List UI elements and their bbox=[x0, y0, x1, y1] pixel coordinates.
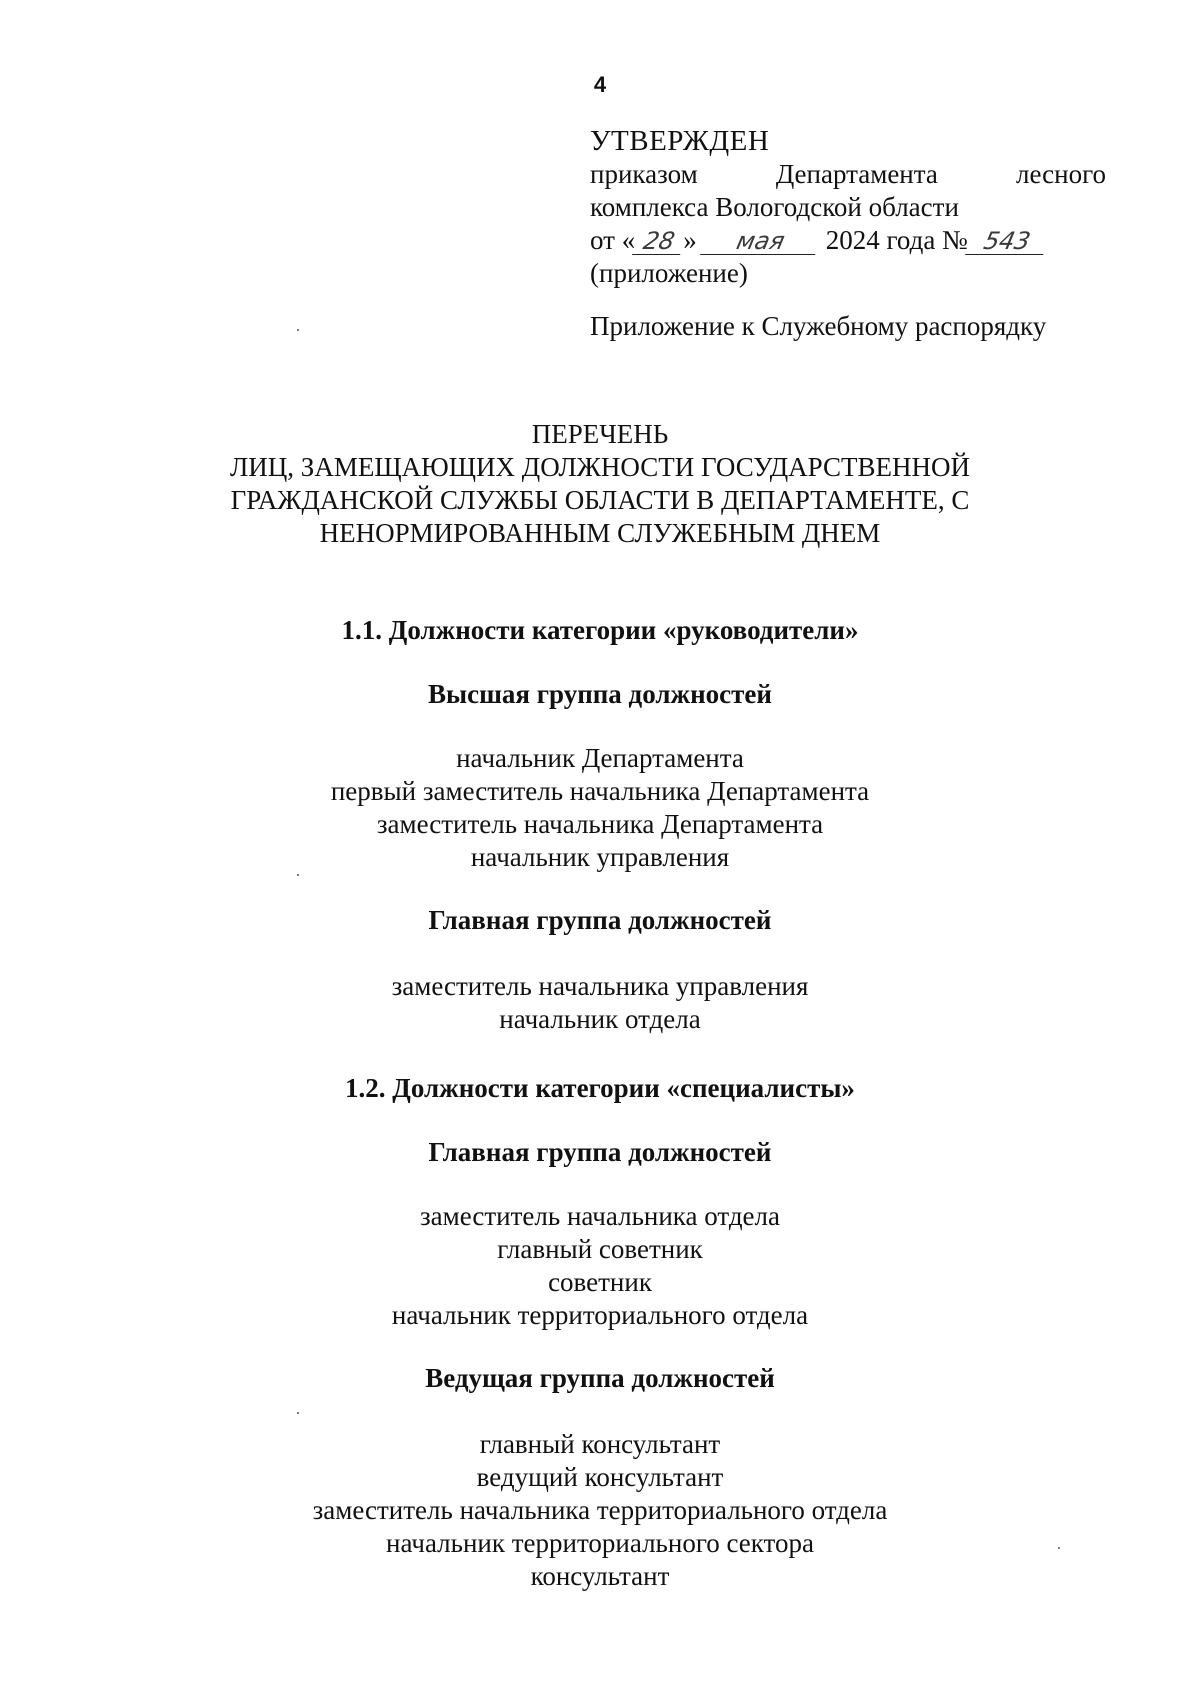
list-item: главный консультант bbox=[479, 1429, 721, 1459]
approval-word-3: лесного bbox=[1016, 159, 1106, 189]
list-item: начальник территориального сектора bbox=[386, 1528, 814, 1558]
heading-line-4: НЕНОРМИРОВАННЫМ СЛУЖЕБНЫМ ДНЕМ bbox=[319, 518, 881, 548]
group-title: Главная группа должностей bbox=[428, 1137, 772, 1167]
handwritten-month: мая bbox=[700, 228, 821, 255]
group-main-leaders bbox=[0, 904, 1200, 937]
group-leading-specialists bbox=[0, 1362, 1200, 1395]
date-year: 2024 года № bbox=[825, 225, 968, 255]
list-item: заместитель начальника отдела bbox=[420, 1201, 780, 1231]
section-title-1-1 bbox=[0, 614, 1200, 647]
group-leading-specialists-list bbox=[0, 1428, 1200, 1593]
group-main-specialists-list bbox=[0, 1200, 1200, 1332]
list-item: главный советник bbox=[497, 1234, 703, 1264]
handwritten-order-number: 543 bbox=[965, 228, 1049, 255]
appendix-note: Приложение к Служебному распорядку bbox=[590, 311, 1047, 341]
handwritten-day: 28 bbox=[632, 228, 686, 255]
scan-speck bbox=[1058, 1547, 1060, 1549]
group-main-leaders-list bbox=[0, 970, 1200, 1036]
approval-date-line bbox=[590, 224, 1106, 257]
heading-line-3: ГРАЖДАНСКОЙ СЛУЖБЫ ОБЛАСТИ В ДЕПАРТАМЕНТЕ, С bbox=[230, 485, 970, 515]
list-item: заместитель начальника Департамента bbox=[376, 809, 824, 839]
approval-title: УТВЕРЖДЕН bbox=[590, 125, 770, 157]
list-item: начальник территориального отдела bbox=[391, 1300, 809, 1330]
group-high-leaders bbox=[0, 678, 1200, 711]
list-item: заместитель начальника управления bbox=[391, 971, 809, 1001]
section-title-1-2 bbox=[0, 1072, 1200, 1105]
approval-block bbox=[590, 125, 1106, 343]
group-high-leaders-list bbox=[0, 742, 1200, 874]
group-title: Главная группа должностей bbox=[428, 905, 772, 935]
date-mid: » bbox=[683, 225, 697, 255]
list-item: ведущий консультант bbox=[476, 1462, 724, 1492]
scan-speck bbox=[297, 874, 299, 876]
list-item: советник bbox=[548, 1267, 652, 1297]
list-item: первый заместитель начальника Департамента bbox=[330, 776, 870, 806]
approval-word-1: приказом bbox=[590, 159, 698, 189]
approval-line-2: комплекса Вологодской области bbox=[590, 192, 959, 222]
section-title: 1.2. Должности категории «специалисты» bbox=[345, 1073, 855, 1103]
list-item: заместитель начальника территориального отдела bbox=[312, 1495, 888, 1525]
document-heading bbox=[0, 418, 1200, 550]
list-item: начальник управления bbox=[470, 842, 730, 872]
approval-line-1 bbox=[590, 158, 1106, 191]
heading-line-1: ПЕРЕЧЕНЬ bbox=[531, 419, 669, 449]
group-title: Высшая группа должностей bbox=[428, 679, 772, 709]
list-item: начальник отдела bbox=[499, 1004, 701, 1034]
scan-speck bbox=[297, 329, 299, 331]
approval-word-2: Департамента bbox=[775, 159, 938, 189]
date-prefix: от « bbox=[590, 225, 636, 255]
approval-line-4: (приложение) bbox=[590, 258, 748, 288]
group-main-specialists bbox=[0, 1136, 1200, 1169]
group-title: Ведущая группа должностей bbox=[425, 1363, 775, 1393]
heading-line-2: ЛИЦ, ЗАМЕЩАЮЩИХ ДОЛЖНОСТИ ГОСУДАРСТВЕННОЙ bbox=[229, 452, 971, 482]
section-title: 1.1. Должности категории «руководители» bbox=[341, 615, 859, 645]
list-item: консультант bbox=[530, 1561, 670, 1591]
list-item: начальник Департамента bbox=[456, 743, 744, 773]
scan-speck bbox=[297, 1412, 299, 1414]
page-number: 4 bbox=[593, 72, 607, 97]
